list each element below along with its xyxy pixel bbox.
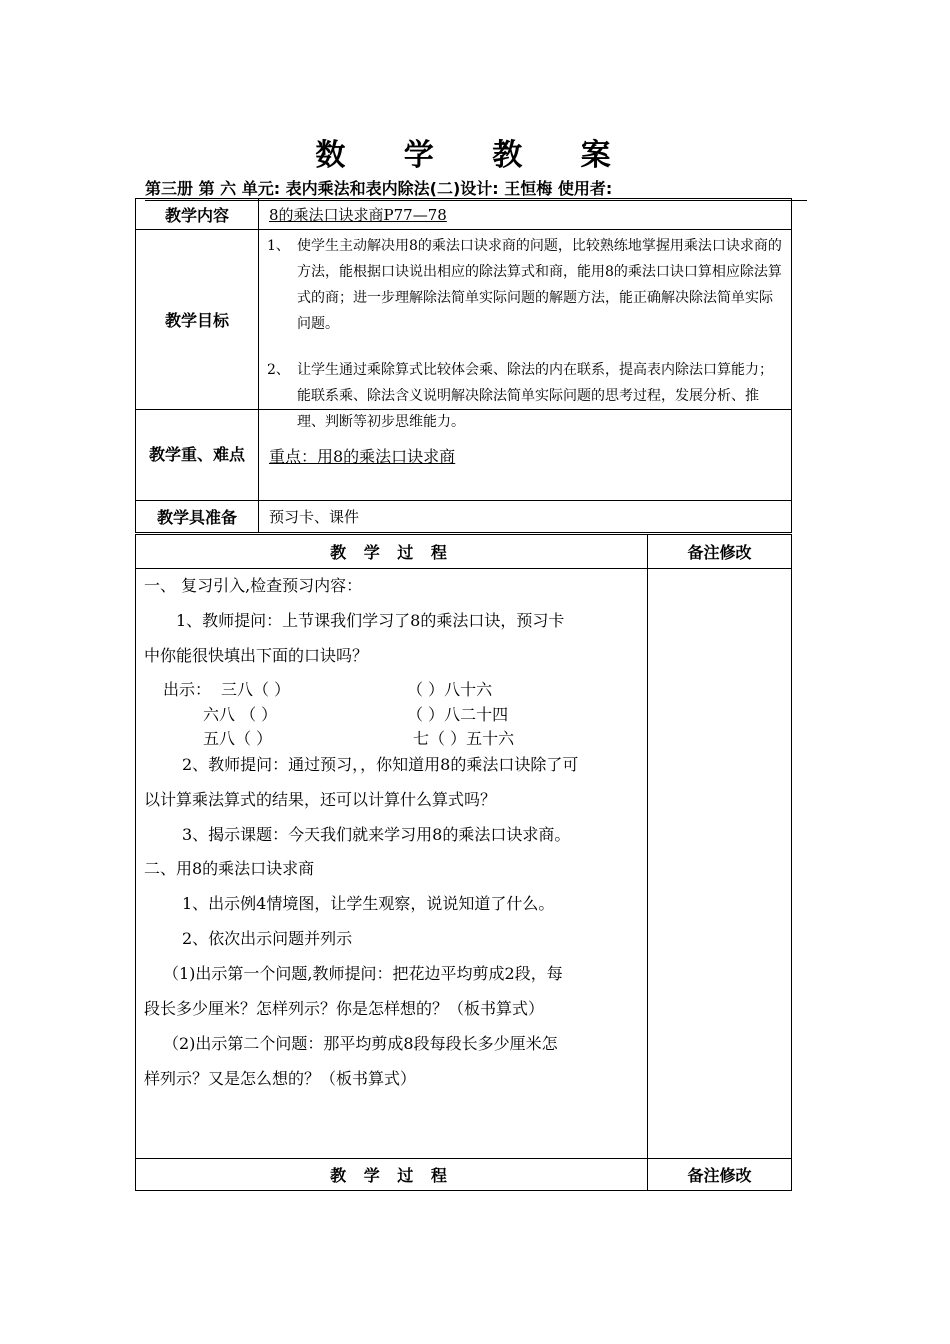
process-header-repeat: 教 学 过 程 xyxy=(136,1159,648,1191)
key-points-text: 重点：用8的乘法口诀求商 xyxy=(269,446,456,466)
table-row xyxy=(136,199,792,230)
goal-text: 使学生主动解决用8的乘法口诀求商的问题，比较熟练地掌握用乘法口诀求商的方法，能根据口诀说出相应的除法算式和商，能用8的乘法口诀口算相应除法算式的商；进一步理解除法简单实际问题的解题方法，能正确解决除法简单实际问题。 xyxy=(297,238,782,332)
process-line: 一、 复习引入,检查预习内容： xyxy=(144,576,363,595)
content-text: 8的乘法口诀求商P77—78 xyxy=(269,205,447,224)
process-header: 教 学 过 程 xyxy=(136,535,648,569)
formula-blank: （ ）八二十四 xyxy=(407,705,509,724)
content-value xyxy=(259,199,792,230)
process-body xyxy=(136,569,648,1159)
formula-blank: 三八（ ） xyxy=(221,680,291,699)
goal-item xyxy=(267,357,785,435)
prep-value: 预习卡、课件 xyxy=(259,501,792,533)
formula-blank: 七（ ）五十六 xyxy=(413,729,515,748)
lesson-info-table xyxy=(135,198,792,533)
key-points-label: 教学重、难点 xyxy=(136,410,259,501)
goals-label: 教学目标 xyxy=(136,230,259,410)
process-line: 以计算乘法算式的结果，还可以计算什么算式吗？ xyxy=(144,790,497,809)
process-line: 2、依次出示问题并列示 xyxy=(182,929,353,948)
goals-value xyxy=(259,230,792,430)
process-line: 1、出示例4情境图，让学生观察，说说知道了什么。 xyxy=(182,894,555,913)
goal-number: 1、 xyxy=(267,238,290,254)
process-line: （1)出示第一个问题,教师提问：把花边平均剪成2段，每 xyxy=(163,964,563,983)
process-line: （2)出示第二个问题：那平均剪成8段每段长多少厘米怎 xyxy=(163,1034,558,1053)
process-line: 3、揭示课题：今天我们就来学习用8的乘法口诀求商。 xyxy=(182,825,571,844)
remarks-header-repeat: 备注修改 xyxy=(648,1159,792,1191)
goal-text: 让学生通过乘除算式比较体会乘、除法的内在联系，提高表内除法口算能力；能联系乘、除法含义说明解决除法简单实际问题的思考过程，发展分析、推理、判断等初步思维能力。 xyxy=(297,362,773,430)
process-line: 样列示？又是怎么想的？（板书算式） xyxy=(144,1069,417,1088)
table-row xyxy=(136,230,792,410)
process-line: 2、教师提问：通过预习，，你知道用8的乘法口诀除了可 xyxy=(182,755,579,774)
formula-blank: 六八 （ ） xyxy=(203,705,278,724)
formula-blank: （ ）八十六 xyxy=(407,680,493,699)
content-label: 教学内容 xyxy=(136,199,259,230)
process-line: 段长多少厘米？怎样列示？你是怎样想的？（板书算式） xyxy=(144,999,545,1018)
remarks-header: 备注修改 xyxy=(648,535,792,569)
process-table xyxy=(135,534,792,1191)
prep-label: 教学具准备 xyxy=(136,501,259,533)
remarks-cell xyxy=(648,569,792,1159)
process-line: 中你能很快填出下面的口诀吗？ xyxy=(144,646,369,665)
page-title: 数 学 教 案 xyxy=(315,138,635,173)
table-row xyxy=(136,535,792,569)
goal-item xyxy=(267,233,785,337)
table-row xyxy=(136,569,792,1159)
process-line: 1、教师提问：上节课我们学习了8的乘法口诀，预习卡 xyxy=(176,611,565,630)
document-subtitle: 第三册 第 六 单元: 表内乘法和表内除法(二)设计: 王恒梅 使用者: xyxy=(145,176,807,201)
formula-blank: 五八（ ） xyxy=(203,729,273,748)
table-row xyxy=(136,1159,792,1191)
table-row xyxy=(136,501,792,533)
section-heading: 二、用8的乘法口诀求商 xyxy=(144,859,315,878)
show-label: 出示： xyxy=(163,680,212,699)
goal-number: 2、 xyxy=(267,362,290,378)
goals-scroll-area xyxy=(259,230,791,430)
